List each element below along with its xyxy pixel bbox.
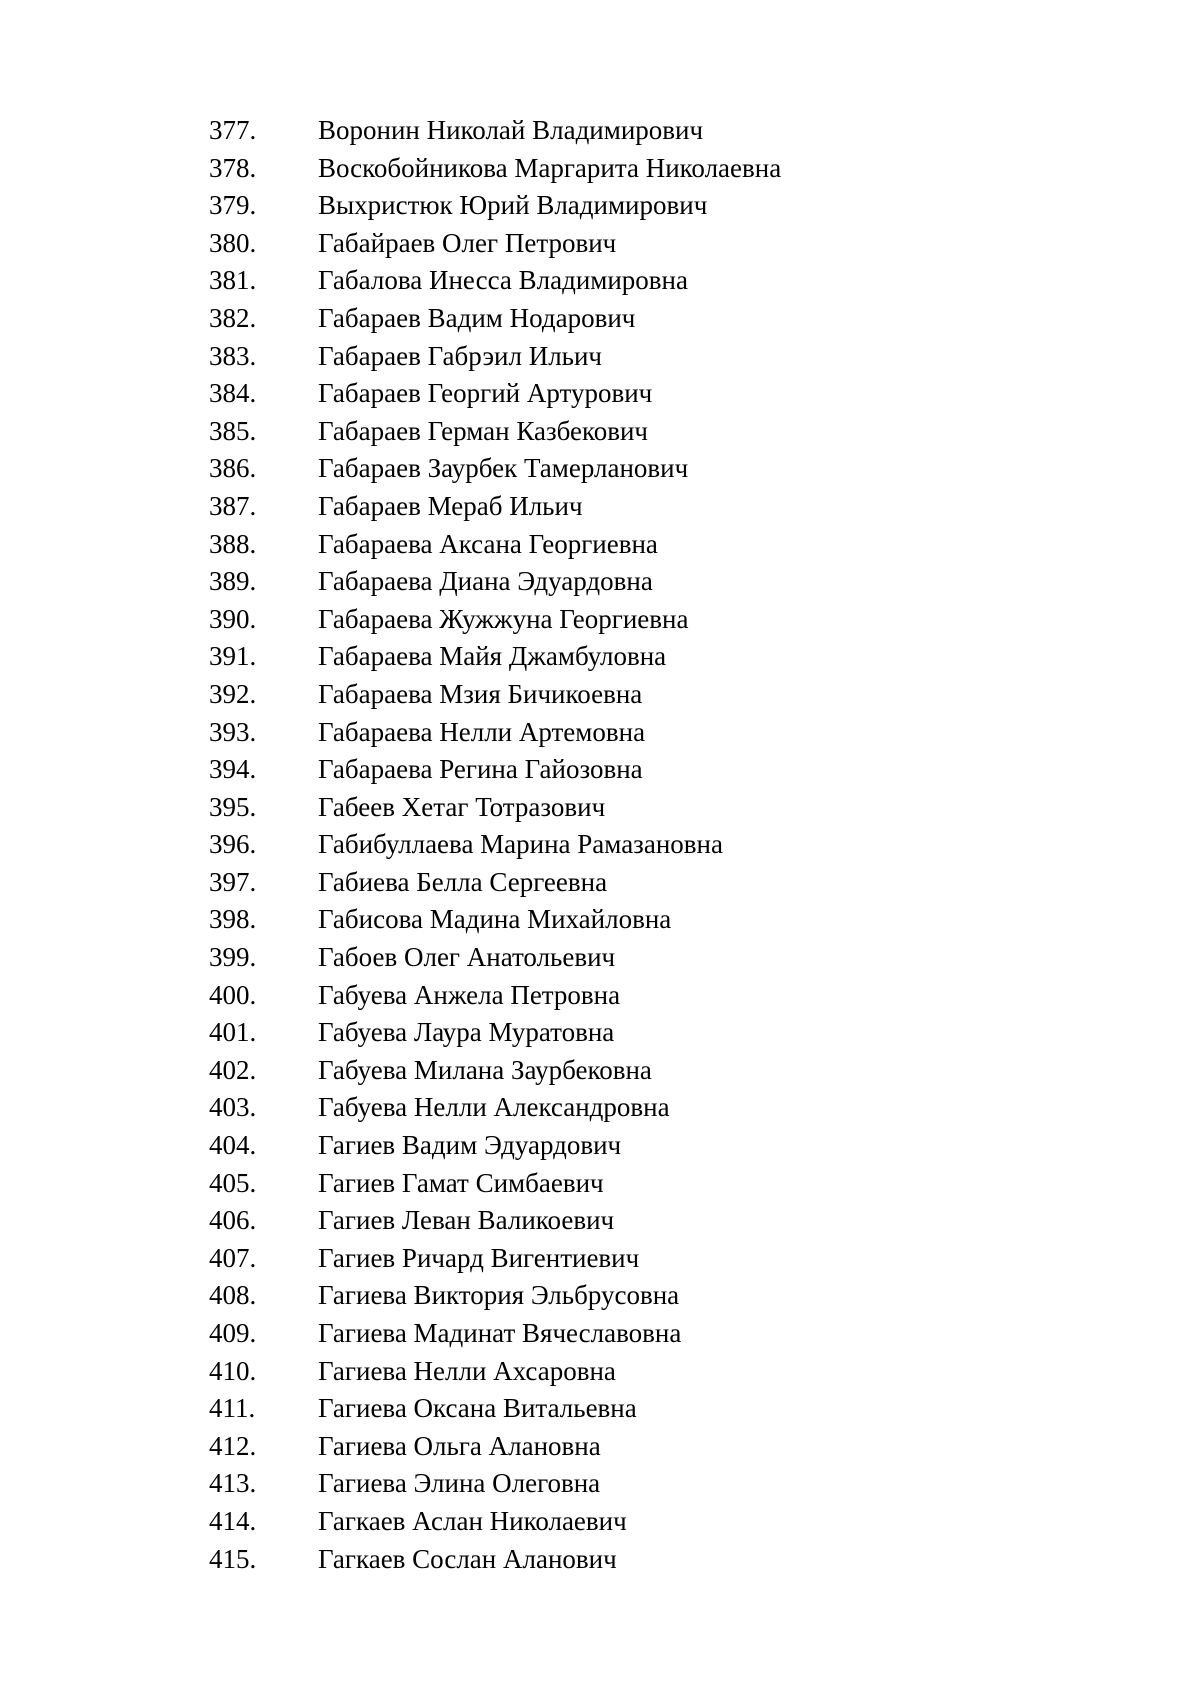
entry-number: 383. bbox=[209, 340, 257, 371]
entry-name: Выхристюк Юрий Владимирович bbox=[318, 190, 708, 221]
list-item bbox=[0, 1315, 1200, 1353]
entry-number: 385. bbox=[209, 415, 257, 446]
entry-number: 414. bbox=[209, 1505, 257, 1536]
entry-name: Гагиева Виктория Эльбрусовна bbox=[318, 1280, 680, 1311]
list-item bbox=[0, 1240, 1200, 1278]
entry-name: Гагиев Гамат Симбаевич bbox=[318, 1167, 604, 1198]
entry-number: 378. bbox=[209, 152, 257, 183]
entry-name: Гагиева Ольга Алановна bbox=[318, 1430, 601, 1461]
list-item bbox=[0, 864, 1200, 902]
entry-number: 387. bbox=[209, 490, 257, 521]
entry-name: Габуева Анжела Петровна bbox=[318, 979, 621, 1010]
entry-name: Габараев Габрэил Ильич bbox=[318, 340, 603, 371]
entry-name: Габуева Нелли Александровна bbox=[318, 1092, 670, 1123]
entry-name: Гагкаев Сослан Аланович bbox=[318, 1543, 617, 1574]
list-item bbox=[0, 413, 1200, 451]
list-item bbox=[0, 1465, 1200, 1503]
entry-name: Воронин Николай Владимирович bbox=[318, 115, 704, 145]
list-item bbox=[0, 150, 1200, 188]
entry-name: Габараева Диана Эдуардовна bbox=[318, 566, 653, 597]
entry-name: Габараев Георгий Артурович bbox=[318, 378, 653, 409]
entry-name: Габисова Мадина Михайловна bbox=[318, 904, 672, 935]
list-item bbox=[0, 1014, 1200, 1052]
entry-name: Габараева Майя Джамбуловна bbox=[318, 641, 667, 672]
list-item bbox=[0, 300, 1200, 338]
list-item bbox=[0, 338, 1200, 376]
list-item bbox=[0, 789, 1200, 827]
list-item bbox=[0, 225, 1200, 263]
entry-name: Габибуллаева Марина Рамазановна bbox=[318, 829, 723, 860]
entry-number: 384. bbox=[209, 378, 257, 409]
entry-number: 398. bbox=[209, 904, 257, 935]
entry-number: 408. bbox=[209, 1280, 257, 1311]
entry-name: Габараева Жужжуна Георгиевна bbox=[318, 603, 689, 634]
entry-name: Гагиева Нелли Ахсаровна bbox=[318, 1355, 616, 1386]
entry-number: 399. bbox=[209, 942, 257, 973]
entry-number: 382. bbox=[209, 302, 257, 333]
entry-number: 409. bbox=[209, 1318, 257, 1348]
entry-number: 401. bbox=[209, 1017, 257, 1048]
entry-number: 405. bbox=[209, 1167, 257, 1198]
entry-name: Габайраев Олег Петрович bbox=[318, 227, 617, 258]
list-item bbox=[0, 375, 1200, 413]
list-item bbox=[0, 1541, 1200, 1579]
entry-number: 388. bbox=[209, 528, 257, 559]
list-item bbox=[0, 563, 1200, 601]
entry-name: Гагкаев Аслан Николаевич bbox=[318, 1505, 627, 1536]
entry-name: Габоев Олег Анатольевич bbox=[318, 942, 616, 973]
name-list bbox=[0, 112, 1200, 1578]
entry-number: 389. bbox=[209, 566, 257, 597]
list-item bbox=[0, 1503, 1200, 1541]
entry-name: Габараев Заурбек Тамерланович bbox=[318, 453, 689, 484]
entry-number: 413. bbox=[209, 1468, 257, 1499]
entry-number: 386. bbox=[209, 453, 257, 484]
entry-name: Гагиев Ричард Вигентиевич bbox=[318, 1242, 640, 1273]
list-item bbox=[0, 1390, 1200, 1428]
entry-number: 410. bbox=[209, 1355, 257, 1386]
entry-number: 406. bbox=[209, 1205, 257, 1236]
entry-number: 407. bbox=[209, 1242, 257, 1273]
list-item bbox=[0, 526, 1200, 564]
entry-number: 394. bbox=[209, 754, 257, 785]
entry-name: Гагиева Мадинат Вячеславовна bbox=[318, 1318, 682, 1348]
entry-number: 395. bbox=[209, 791, 257, 822]
entry-number: 400. bbox=[209, 979, 257, 1010]
entry-number: 412. bbox=[209, 1430, 257, 1461]
list-item bbox=[0, 601, 1200, 639]
list-item bbox=[0, 1202, 1200, 1240]
list-item bbox=[0, 187, 1200, 225]
list-item bbox=[0, 450, 1200, 488]
list-item bbox=[0, 826, 1200, 864]
list-item bbox=[0, 488, 1200, 526]
list-item bbox=[0, 676, 1200, 714]
list-item bbox=[0, 1428, 1200, 1466]
list-item bbox=[0, 751, 1200, 789]
entry-name: Габараев Герман Казбекович bbox=[318, 415, 649, 446]
entry-number: 396. bbox=[209, 829, 257, 860]
entry-number: 415. bbox=[209, 1543, 257, 1574]
entry-number: 411. bbox=[209, 1393, 256, 1424]
entry-name: Гагиева Элина Олеговна bbox=[318, 1468, 601, 1499]
list-item bbox=[0, 939, 1200, 977]
entry-name: Габараев Мераб Ильич bbox=[318, 490, 583, 521]
entry-number: 391. bbox=[209, 641, 257, 672]
entry-name: Габараева Аксана Георгиевна bbox=[318, 528, 658, 559]
list-item bbox=[0, 1127, 1200, 1165]
entry-name: Гагиева Оксана Витальевна bbox=[318, 1393, 637, 1424]
entry-name: Гагиев Вадим Эдуардович bbox=[318, 1130, 622, 1161]
entry-name: Габуева Милана Заурбековна bbox=[318, 1054, 652, 1085]
entry-number: 393. bbox=[209, 716, 257, 747]
entry-number: 380. bbox=[209, 227, 257, 258]
entry-name: Габуева Лаура Муратовна bbox=[318, 1017, 615, 1048]
list-item bbox=[0, 112, 1200, 150]
entry-name: Гагиев Леван Валикоевич bbox=[318, 1205, 615, 1236]
entry-name: Габеев Хетаг Тотразович bbox=[318, 791, 606, 822]
entry-number: 381. bbox=[209, 265, 257, 296]
entry-number: 392. bbox=[209, 678, 257, 709]
list-item bbox=[0, 714, 1200, 752]
entry-name: Габараева Регина Гайозовна bbox=[318, 754, 643, 785]
entry-name: Габараев Вадим Нодарович bbox=[318, 302, 636, 333]
entry-name: Габиева Белла Сергеевна bbox=[318, 866, 608, 897]
list-item bbox=[0, 262, 1200, 300]
entry-number: 390. bbox=[209, 603, 257, 634]
entry-number: 377. bbox=[209, 115, 257, 145]
list-item bbox=[0, 977, 1200, 1015]
list-item bbox=[0, 1277, 1200, 1315]
entry-number: 403. bbox=[209, 1092, 257, 1123]
list-item bbox=[0, 1353, 1200, 1391]
entry-name: Воскобойникова Маргарита Николаевна bbox=[318, 152, 782, 183]
list-item bbox=[0, 638, 1200, 676]
entry-name: Габалова Инесса Владимировна bbox=[318, 265, 688, 296]
entry-number: 379. bbox=[209, 190, 257, 221]
list-item bbox=[0, 901, 1200, 939]
entry-number: 402. bbox=[209, 1054, 257, 1085]
entry-number: 404. bbox=[209, 1130, 257, 1161]
entry-name: Габараева Нелли Артемовна bbox=[318, 716, 646, 747]
list-item bbox=[0, 1165, 1200, 1203]
list-item bbox=[0, 1089, 1200, 1127]
list-item bbox=[0, 1052, 1200, 1090]
entry-name: Габараева Мзия Бичикоевна bbox=[318, 678, 643, 709]
entry-number: 397. bbox=[209, 866, 257, 897]
